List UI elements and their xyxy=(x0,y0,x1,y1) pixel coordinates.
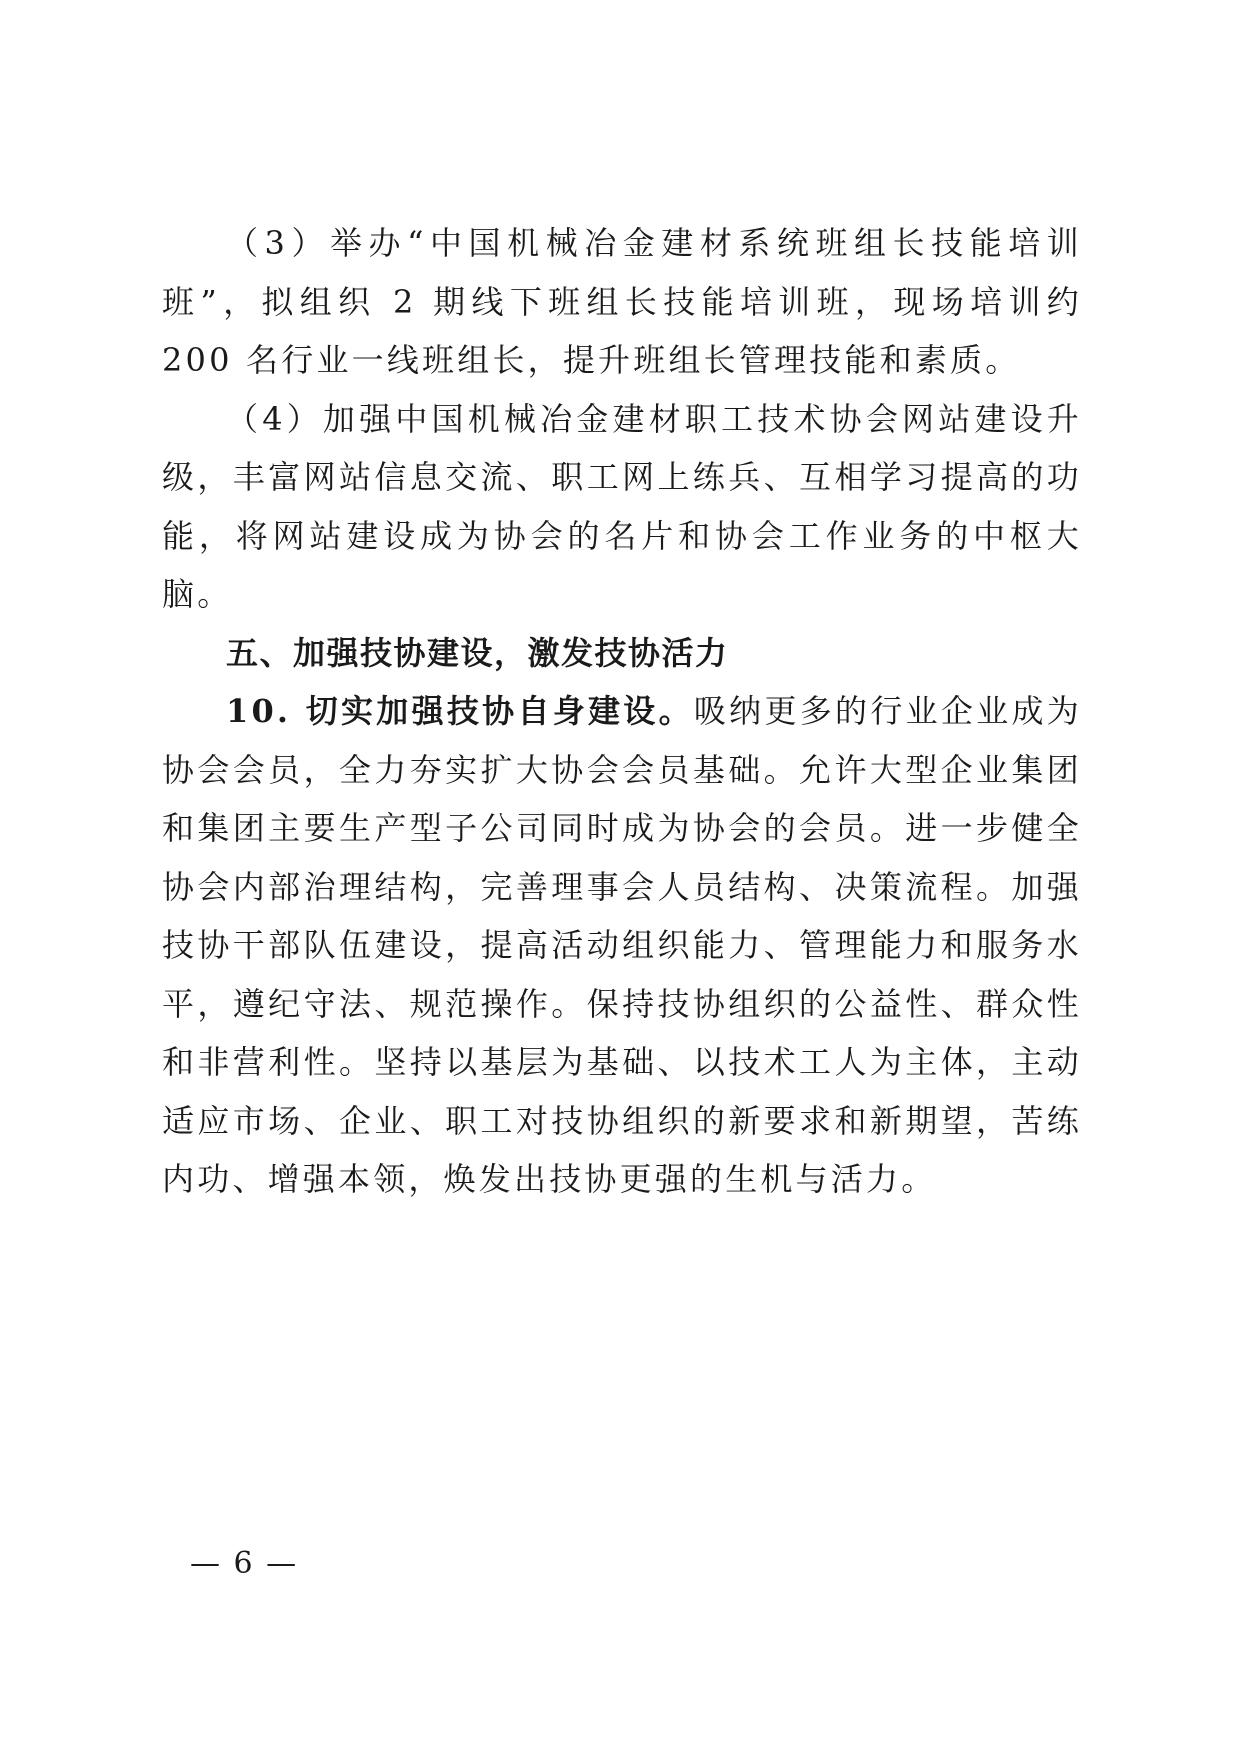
section-heading-5: 五、加强技协建设，激发技协活力 xyxy=(226,633,729,672)
paragraph-item-10 xyxy=(162,682,1082,1209)
item-10-body: 吸纳更多的行业企业成为协会会员，全力夯实扩大协会会员基础。允许大型企业集团和集团主要生产型子公司同时成为协会的会员。进一步健全协会内部治理结构，完善理事会人员结构、决策流程。加强技协干部队伍建设，提高活动组织能力、管理能力和服务水平，遵纪守法、规范操作。保持技协组织的公益性、群众性和非营利性。坚持以基层为基础、以技术工人为主体，主动适应市场、企业、职工对技协组织的新要求和新期望，苦练内功、增强本领，焕发出技协更强的生机与活力。 xyxy=(162,692,1082,1198)
paragraph-item-4: （4）加强中国机械冶金建材职工技术协会网站建设升级，丰富网站信息交流、职工网上练兵、互相学习提高的功能，将网站建设成为协会的名片和协会工作业务的中枢大脑。 xyxy=(162,399,1082,613)
item-10-lead: 10. 切实加强技协自身建设。 xyxy=(226,692,694,730)
page-number: — 6 — xyxy=(190,1546,299,1581)
document-body xyxy=(162,214,1082,1209)
paragraph-item-3: （3）举办“中国机械冶金建材系统班组长技能培训班”，拟组织 2 期线下班组长技能培训班，现场培训约 200 名行业一线班组长，提升班组长管理技能和素质。 xyxy=(162,224,1082,379)
